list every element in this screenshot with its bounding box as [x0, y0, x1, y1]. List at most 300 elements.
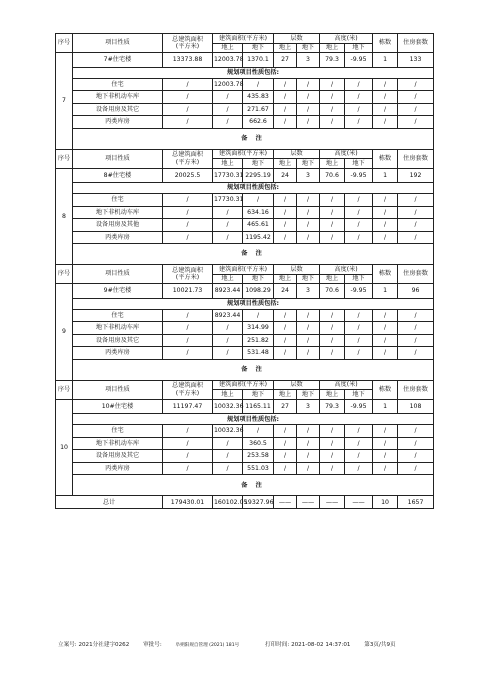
buildings-header: 栋数 — [373, 265, 398, 284]
empty-slash-cell: / — [320, 462, 345, 475]
empty-slash-cell: / — [297, 194, 320, 207]
empty-slash-cell: / — [373, 78, 398, 91]
property-total: / — [163, 219, 213, 232]
empty-slash-cell: / — [398, 219, 434, 232]
empty-slash-cell: / — [297, 103, 320, 116]
floors-below: 3 — [297, 399, 320, 414]
building-name: 8#住宅楼 — [73, 168, 163, 183]
property-area-above: 12003.78 — [213, 78, 243, 91]
total-area-unit: (平方米) — [175, 389, 200, 397]
floors-below: 3 — [297, 284, 320, 299]
building-row — [56, 284, 434, 299]
property-total: / — [163, 78, 213, 91]
property-header: 项目性质 — [73, 34, 163, 53]
sub-header-above: 地上 — [274, 43, 297, 53]
empty-slash-cell: / — [398, 347, 434, 360]
empty-slash-cell: / — [297, 347, 320, 360]
remark-label: 备 注 — [73, 475, 434, 496]
sub-header-below: 地下 — [297, 159, 320, 169]
height-header: 高度(米) — [320, 265, 373, 275]
building-total-area: 13373.88 — [163, 53, 213, 68]
header-row — [56, 34, 434, 44]
property-area-below: 465.61 — [243, 219, 274, 232]
empty-slash-cell: / — [345, 78, 373, 91]
floors-header: 层数 — [274, 34, 320, 44]
sub-header-above: 地上 — [274, 390, 297, 400]
building-area-above: 17730.31 — [213, 168, 243, 183]
building-total-area: 10021.73 — [163, 284, 213, 299]
empty-slash-cell: / — [297, 322, 320, 335]
property-area-above: / — [213, 231, 243, 244]
building-count: 1 — [373, 168, 398, 183]
property-area-above: / — [213, 437, 243, 450]
unit-count: 133 — [398, 53, 434, 68]
empty-slash-cell: / — [274, 334, 297, 347]
empty-slash-cell: / — [373, 231, 398, 244]
empty-slash-cell: / — [398, 309, 434, 322]
property-name: 设备用房及其它 — [73, 103, 163, 116]
property-area-above: / — [213, 206, 243, 219]
building-area-below: 2295.19 — [243, 168, 274, 183]
build-area-header: 建筑面积(平方米) — [213, 380, 274, 390]
empty-slash-cell: / — [345, 219, 373, 232]
building-area-table — [55, 33, 434, 509]
sub-header-above: 地上 — [320, 274, 345, 284]
total-area-label: 总建筑面积 — [172, 382, 203, 390]
building-row — [56, 53, 434, 68]
approval-number-value: 阜朔阳规自管理 (2021) 181号 — [175, 643, 240, 648]
empty-slash-cell: / — [297, 219, 320, 232]
height-below: -9.95 — [345, 53, 373, 68]
building-row — [56, 168, 434, 183]
header-row — [56, 265, 434, 275]
property-total: / — [163, 437, 213, 450]
property-header: 项目性质 — [73, 149, 163, 168]
empty-slash-cell: / — [373, 103, 398, 116]
property-total: / — [163, 91, 213, 104]
section-title: 规划项目性质包括: — [73, 414, 434, 425]
property-row — [56, 462, 434, 475]
building-count: 1 — [373, 399, 398, 414]
property-area-above: 8923.44 — [213, 309, 243, 322]
empty-slash-cell: / — [297, 206, 320, 219]
empty-slash-cell: / — [398, 78, 434, 91]
sub-header-below: 地下 — [297, 43, 320, 53]
property-row — [56, 91, 434, 104]
page-number: 第3页/共9页 — [364, 642, 396, 648]
units-header: 住房套数 — [398, 149, 434, 168]
height-above: 70.6 — [320, 284, 345, 299]
unit-count: 108 — [398, 399, 434, 414]
empty-slash-cell: / — [345, 437, 373, 450]
empty-slash-cell: / — [345, 194, 373, 207]
empty-slash-cell: / — [398, 194, 434, 207]
empty-slash-cell: / — [345, 322, 373, 335]
empty-slash-cell: / — [398, 425, 434, 438]
print-time: 打印时间: 2021-08-02 14:37:01 — [265, 642, 351, 648]
building-area-below: 1098.29 — [243, 284, 274, 299]
empty-slash-cell: / — [320, 334, 345, 347]
empty-slash-cell: / — [345, 116, 373, 129]
building-area-above: 12003.78 — [213, 53, 243, 68]
floors-header: 层数 — [274, 149, 320, 159]
building-area-below: 1165.11 — [243, 399, 274, 414]
property-total: / — [163, 231, 213, 244]
remark-label: 备 注 — [73, 128, 434, 149]
property-row — [56, 194, 434, 207]
property-area-above: / — [213, 347, 243, 360]
property-total: / — [163, 334, 213, 347]
property-name: 地下非机动车库 — [73, 322, 163, 335]
sub-header-above: 地上 — [213, 390, 243, 400]
empty-slash-cell: / — [274, 91, 297, 104]
empty-slash-cell: / — [398, 450, 434, 463]
empty-slash-cell: / — [373, 462, 398, 475]
empty-slash-cell: / — [373, 425, 398, 438]
empty-slash-cell: / — [274, 78, 297, 91]
property-name: 设备用房及其它 — [73, 334, 163, 347]
floors-below: 3 — [297, 168, 320, 183]
empty-slash-cell: / — [373, 347, 398, 360]
section-title: 规划项目性质包括: — [73, 298, 434, 309]
property-area-below: 634.16 — [243, 206, 274, 219]
property-total: / — [163, 462, 213, 475]
total-area-label: 总建筑面积 — [172, 35, 203, 43]
header-row — [56, 149, 434, 159]
property-name: 丙类库房 — [73, 462, 163, 475]
property-name: 设备用房及其他 — [73, 219, 163, 232]
property-header: 项目性质 — [73, 380, 163, 399]
height-above: 70.6 — [320, 168, 345, 183]
total-area-unit: (平方米) — [175, 158, 200, 166]
empty-slash-cell: / — [320, 450, 345, 463]
section-title-row — [56, 67, 434, 78]
empty-slash-cell: / — [398, 462, 434, 475]
floors-header: 层数 — [274, 265, 320, 275]
filing-number: 立案号: 2021分社建字0262 — [58, 642, 130, 648]
sub-header-above: 地上 — [213, 43, 243, 53]
empty-slash-cell: / — [274, 437, 297, 450]
property-area-below: / — [243, 425, 274, 438]
floors-above: 24 — [274, 284, 297, 299]
property-total: / — [163, 450, 213, 463]
sub-header-above: 地上 — [213, 159, 243, 169]
remark-row — [56, 244, 434, 265]
units-header: 住房套数 — [398, 380, 434, 399]
empty-slash-cell: / — [274, 462, 297, 475]
empty-slash-cell: / — [345, 450, 373, 463]
property-row — [56, 78, 434, 91]
empty-slash-cell: / — [297, 116, 320, 129]
building-count: 1 — [373, 284, 398, 299]
empty-slash-cell: / — [320, 437, 345, 450]
property-name: 住宅 — [73, 78, 163, 91]
property-row — [56, 425, 434, 438]
empty-slash-cell: / — [320, 231, 345, 244]
totals-dash-cell: —— — [345, 496, 373, 509]
sub-header-above: 地上 — [274, 274, 297, 284]
empty-slash-cell: / — [274, 450, 297, 463]
empty-slash-cell: / — [297, 462, 320, 475]
section-title-row — [56, 414, 434, 425]
empty-slash-cell: / — [345, 462, 373, 475]
empty-slash-cell: / — [297, 450, 320, 463]
empty-slash-cell: / — [297, 309, 320, 322]
empty-slash-cell: / — [297, 425, 320, 438]
remark-row — [56, 475, 434, 496]
property-total: / — [163, 194, 213, 207]
height-above: 79.3 — [320, 53, 345, 68]
property-area-below: 253.58 — [243, 450, 274, 463]
empty-slash-cell: / — [274, 425, 297, 438]
property-total: / — [163, 103, 213, 116]
building-total-area: 20025.5 — [163, 168, 213, 183]
property-row — [56, 309, 434, 322]
empty-slash-cell: / — [345, 103, 373, 116]
property-area-above: / — [213, 91, 243, 104]
totals-area-below: 19327.96 — [243, 496, 274, 509]
property-area-below: 1195.42 — [243, 231, 274, 244]
property-total: / — [163, 206, 213, 219]
property-area-above: / — [213, 219, 243, 232]
totals-dash-cell: —— — [297, 496, 320, 509]
height-below: -9.95 — [345, 399, 373, 414]
sub-header-above: 地上 — [320, 159, 345, 169]
property-area-above: 17730.31 — [213, 194, 243, 207]
seq-cell: 7 — [56, 53, 73, 150]
height-header: 高度(米) — [320, 380, 373, 390]
empty-slash-cell: / — [373, 194, 398, 207]
property-name: 住宅 — [73, 309, 163, 322]
remark-row — [56, 128, 434, 149]
empty-slash-cell: / — [297, 231, 320, 244]
empty-slash-cell: / — [297, 437, 320, 450]
empty-slash-cell: / — [345, 425, 373, 438]
property-name: 地下非机动车库 — [73, 206, 163, 219]
empty-slash-cell: / — [320, 91, 345, 104]
sub-header-below: 地下 — [345, 274, 373, 284]
property-area-below: 551.03 — [243, 462, 274, 475]
empty-slash-cell: / — [398, 437, 434, 450]
seq-cell: 8 — [56, 168, 73, 265]
property-area-below: / — [243, 194, 274, 207]
floors-header: 层数 — [274, 380, 320, 390]
empty-slash-cell: / — [345, 309, 373, 322]
totals-units: 1657 — [398, 496, 434, 509]
empty-slash-cell: / — [345, 347, 373, 360]
build-area-header: 建筑面积(平方米) — [213, 265, 274, 275]
empty-slash-cell: / — [373, 334, 398, 347]
section-title-row — [56, 298, 434, 309]
total-area-unit: (平方米) — [175, 43, 200, 50]
floors-above: 24 — [274, 168, 297, 183]
sub-header-below: 地下 — [297, 274, 320, 284]
seq-header: 序号 — [56, 265, 73, 284]
seq-cell: 10 — [56, 399, 73, 496]
page-footer — [58, 640, 438, 648]
property-area-above: / — [213, 103, 243, 116]
empty-slash-cell: / — [297, 334, 320, 347]
empty-slash-cell: / — [373, 309, 398, 322]
property-name: 住宅 — [73, 425, 163, 438]
totals-dash-cell: —— — [320, 496, 345, 509]
totals-total-area: 179430.01 — [163, 496, 213, 509]
empty-slash-cell: / — [320, 322, 345, 335]
property-total: / — [163, 347, 213, 360]
sub-header-above: 地上 — [320, 43, 345, 53]
table-body — [56, 34, 434, 509]
floors-above: 27 — [274, 53, 297, 68]
property-row — [56, 103, 434, 116]
buildings-header: 栋数 — [373, 380, 398, 399]
total-area-header — [163, 265, 213, 284]
property-area-above: / — [213, 116, 243, 129]
units-header: 住房套数 — [398, 34, 434, 53]
sub-header-below: 地下 — [345, 43, 373, 53]
empty-slash-cell: / — [274, 347, 297, 360]
totals-label: 总计 — [56, 496, 163, 509]
property-row — [56, 219, 434, 232]
property-row — [56, 322, 434, 335]
section-title: 规划项目性质包括: — [73, 67, 434, 78]
unit-count: 96 — [398, 284, 434, 299]
total-area-header — [163, 149, 213, 168]
empty-slash-cell: / — [274, 206, 297, 219]
sub-header-below: 地下 — [297, 390, 320, 400]
sub-header-below: 地下 — [243, 159, 274, 169]
sub-header-above: 地上 — [213, 274, 243, 284]
total-area-unit: (平方米) — [175, 274, 200, 282]
total-area-label: 总建筑面积 — [172, 151, 203, 159]
seq-header: 序号 — [56, 34, 73, 53]
property-area-above: / — [213, 334, 243, 347]
empty-slash-cell: / — [274, 194, 297, 207]
property-name: 丙类库房 — [73, 347, 163, 360]
empty-slash-cell: / — [320, 194, 345, 207]
empty-slash-cell: / — [398, 116, 434, 129]
property-total: / — [163, 425, 213, 438]
totals-row — [56, 496, 434, 509]
property-area-below: 314.99 — [243, 322, 274, 335]
property-area-above: / — [213, 450, 243, 463]
empty-slash-cell: / — [274, 322, 297, 335]
property-area-below: 662.6 — [243, 116, 274, 129]
total-area-header — [163, 34, 213, 53]
empty-slash-cell: / — [320, 219, 345, 232]
remark-row — [56, 359, 434, 380]
empty-slash-cell: / — [297, 78, 320, 91]
total-area-header — [163, 380, 213, 399]
header-row — [56, 380, 434, 390]
property-header: 项目性质 — [73, 265, 163, 284]
section-title: 规划项目性质包括: — [73, 183, 434, 194]
building-name: 7#住宅楼 — [73, 53, 163, 68]
empty-slash-cell: / — [373, 219, 398, 232]
build-area-header: 建筑面积(平方米) — [213, 149, 274, 159]
property-area-above: 10032.36 — [213, 425, 243, 438]
empty-slash-cell: / — [373, 322, 398, 335]
property-area-below: 271.67 — [243, 103, 274, 116]
section-title-row — [56, 183, 434, 194]
buildings-header: 栋数 — [373, 34, 398, 53]
empty-slash-cell: / — [398, 91, 434, 104]
building-area-above: 10032.36 — [213, 399, 243, 414]
remark-label: 备 注 — [73, 244, 434, 265]
property-total: / — [163, 322, 213, 335]
totals-area-above: 160102.05 — [213, 496, 243, 509]
sub-header-below: 地下 — [243, 390, 274, 400]
property-row — [56, 347, 434, 360]
approval-number-label: 审批号: — [143, 642, 162, 648]
empty-slash-cell: / — [373, 206, 398, 219]
sub-header-below: 地下 — [345, 390, 373, 400]
empty-slash-cell: / — [320, 78, 345, 91]
remark-label: 备 注 — [73, 359, 434, 380]
sub-header-below: 地下 — [345, 159, 373, 169]
building-area-above: 8923.44 — [213, 284, 243, 299]
sub-header-below: 地下 — [243, 274, 274, 284]
empty-slash-cell: / — [274, 116, 297, 129]
planning-permit-table-sheet — [55, 33, 433, 509]
empty-slash-cell: / — [345, 231, 373, 244]
empty-slash-cell: / — [373, 437, 398, 450]
build-area-header: 建筑面积(平方米) — [213, 34, 274, 44]
property-row — [56, 334, 434, 347]
empty-slash-cell: / — [297, 91, 320, 104]
property-row — [56, 206, 434, 219]
property-name: 丙类库房 — [73, 116, 163, 129]
property-area-below: 251.82 — [243, 334, 274, 347]
empty-slash-cell: / — [398, 231, 434, 244]
height-below: -9.95 — [345, 284, 373, 299]
totals-buildings: 10 — [373, 496, 398, 509]
empty-slash-cell: / — [345, 91, 373, 104]
empty-slash-cell: / — [320, 206, 345, 219]
empty-slash-cell: / — [398, 103, 434, 116]
seq-cell: 9 — [56, 284, 73, 381]
seq-header: 序号 — [56, 149, 73, 168]
property-name: 设备用房及其它 — [73, 450, 163, 463]
empty-slash-cell: / — [398, 334, 434, 347]
property-name: 地下非机动车库 — [73, 437, 163, 450]
empty-slash-cell: / — [320, 103, 345, 116]
property-area-below: 435.83 — [243, 91, 274, 104]
seq-header: 序号 — [56, 380, 73, 399]
empty-slash-cell: / — [274, 309, 297, 322]
building-name: 9#住宅楼 — [73, 284, 163, 299]
sub-header-above: 地上 — [320, 390, 345, 400]
property-area-above: / — [213, 462, 243, 475]
empty-slash-cell: / — [274, 219, 297, 232]
property-row — [56, 231, 434, 244]
property-area-above: / — [213, 322, 243, 335]
height-above: 79.3 — [320, 399, 345, 414]
empty-slash-cell: / — [320, 347, 345, 360]
empty-slash-cell: / — [274, 103, 297, 116]
property-name: 丙类库房 — [73, 231, 163, 244]
property-total: / — [163, 309, 213, 322]
floors-above: 27 — [274, 399, 297, 414]
property-area-below: / — [243, 309, 274, 322]
empty-slash-cell: / — [320, 425, 345, 438]
property-row — [56, 437, 434, 450]
building-name: 10#住宅楼 — [73, 399, 163, 414]
empty-slash-cell: / — [345, 334, 373, 347]
empty-slash-cell: / — [320, 116, 345, 129]
sub-header-below: 地下 — [243, 43, 274, 53]
property-row — [56, 116, 434, 129]
property-name: 住宅 — [73, 194, 163, 207]
